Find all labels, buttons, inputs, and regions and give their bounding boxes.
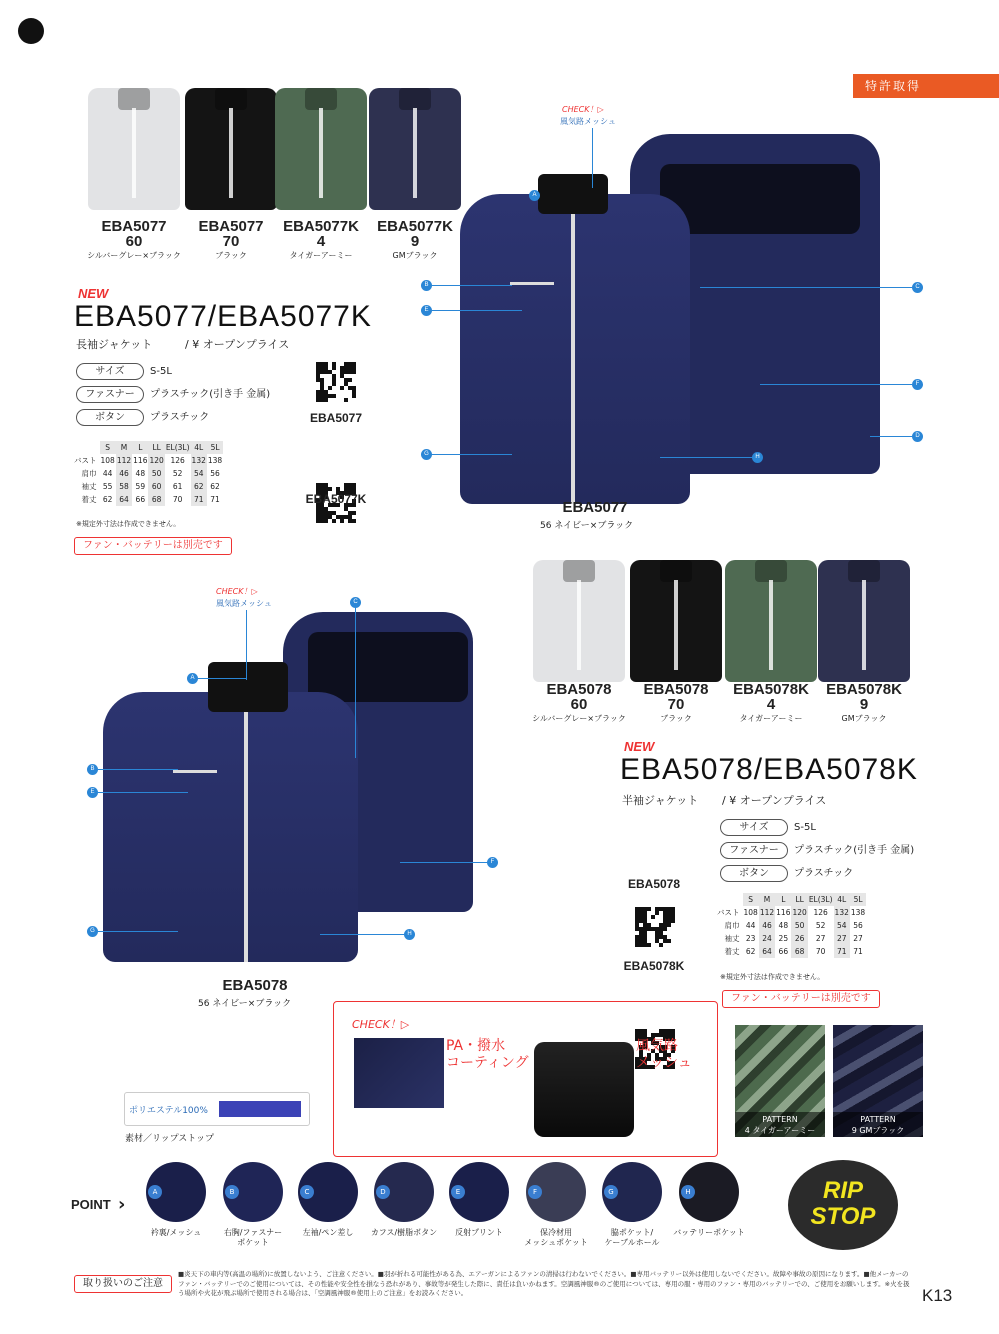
qr-code-eba5078[interactable] [635,907,675,947]
size-header-cell: L [132,441,148,454]
size-header-cell: LL [791,893,807,906]
variant-code: EBA5078 [546,681,612,698]
product1-title: EBA5077/EBA5077K [74,300,372,333]
size-cell: 116 [133,456,148,465]
spec-value: プラスチック [794,868,854,879]
size-row [73,493,223,506]
size-cell: 66 [135,495,146,504]
size-cell: 44 [102,469,113,478]
size-cell: 48 [135,469,146,478]
size-cell: 26 [791,932,807,945]
size-header-cell: S [743,893,759,906]
collar-shape [118,88,150,110]
size-header-cell: M [116,441,132,454]
size-header-cell: LL [148,441,164,454]
size-cell: 23 [745,934,756,943]
product2-subtitle: 半袖ジャケット [622,794,699,807]
variant-image[interactable] [533,560,625,682]
patent-badge: 特許取得 [853,74,999,98]
main-color-1: 56 ネイビー×ブラック [540,521,634,531]
size-cell: 64 [116,493,132,506]
marker-f-2: F [487,857,498,868]
pattern-caption-2 [833,1112,923,1137]
product2-price: / ¥ オープンプライス [722,794,827,807]
point-caption: バッテリーポケット [673,1228,745,1237]
new-label-2: NEW [624,739,655,754]
variant-image[interactable] [185,88,277,210]
variant-image[interactable] [818,560,910,682]
qr-module [328,487,332,491]
point-badge: A [148,1185,162,1199]
point-caption: 脇ポケット/ ケーブルホール [604,1228,660,1247]
zipper-line [674,580,678,670]
size-row-name: 着丈 [724,947,740,956]
spec-label: ファスナー [76,386,144,403]
header-spacer [73,441,100,454]
marker-f-1: F [912,379,923,390]
size-cell: 126 [813,908,828,917]
size-cell: 27 [853,934,863,943]
size-header-cell: 5L [850,893,866,906]
size-cell: 116 [776,908,791,917]
zipper-line [319,108,323,198]
size-header-row [716,893,866,906]
fabric-bar [219,1101,301,1117]
qr-module [344,398,348,402]
size-row-name: 肩巾 [81,469,97,478]
point-badge: D [376,1185,390,1199]
marker-a-1: A [529,190,540,201]
variant-color-no: 9 [410,233,420,250]
size-cell: 138 [850,908,866,917]
size-cell: 58 [116,480,132,493]
variant-color-no: 4 [766,696,776,713]
variant-image[interactable] [630,560,722,682]
spec-label: サイズ [76,363,144,380]
point-caption: 反射プリント [455,1228,503,1237]
size-cell: 66 [778,947,789,956]
marker-b-1: B [421,280,432,291]
size-cell: 48 [778,921,789,930]
fabric-closeup-image [354,1038,444,1108]
point-badge: B [225,1185,239,1199]
care-label: 取り扱いのご注意 [74,1275,172,1293]
point-badge: G [604,1185,618,1199]
size-cell: 68 [148,493,164,506]
qr-label-2: EBA5077K [305,492,367,506]
variant-color-no: 4 [316,233,326,250]
size-cell: 64 [759,945,775,958]
spec-label: サイズ [720,819,788,836]
point-badge: F [528,1185,542,1199]
qr-module [340,386,344,390]
variant-color-name: タイガーアーミー [289,251,353,260]
spec-label: ボタン [720,865,788,882]
qr-module [667,923,671,927]
marker-e-2: E [87,787,98,798]
collar-shape [755,560,787,582]
variant-color-no: 70 [667,696,685,713]
variant-color-name: ブラック [660,714,692,723]
qr-module [328,386,332,390]
qr-module [332,382,336,386]
size-cell: 71 [210,495,220,504]
size-cell: 112 [759,908,775,917]
size-cell: 108 [100,456,115,465]
variant-color-name: GMブラック [392,251,438,260]
check-text-1: 風気路メッシュ [560,117,616,126]
new-label-1: NEW [78,286,109,301]
point-caption: カフス/樹脂ボタン [370,1228,438,1237]
size-cell: 62 [102,495,113,504]
size-row-name: 肩巾 [724,921,740,930]
check-box [333,1001,718,1157]
variant-color-no: 60 [125,233,143,250]
variant-color-no: 9 [859,696,869,713]
size-table-1 [73,441,223,506]
feature-mesh: 風気路 メッシュ [636,1038,692,1071]
qr-label-1: EBA5077 [309,411,363,425]
variant-color-name: シルバーグレー×ブラック [532,714,626,723]
qr-module [340,519,344,523]
size-cell: 61 [172,482,183,491]
size-header-cell: 5L [207,441,223,454]
page-number: K13 [922,1286,953,1305]
point-label: POINT [71,1197,111,1212]
spec-value: プラスチック(引き手 金属) [794,845,915,856]
variant-code: EBA5078K [733,681,809,698]
variant-code: EBA5078K [826,681,902,698]
size-row-name: 袖丈 [81,482,97,491]
variant-code: EBA5078 [643,681,709,698]
variant-color-no: 60 [570,696,588,713]
size-header-cell: S [100,441,116,454]
collar-shape [660,560,692,582]
size-cell: 27 [834,932,850,945]
fabric-composition: ポリエステル100% [129,1106,208,1116]
variant-color-name: シルバーグレー×ブラック [87,251,181,260]
fan-note-2: ファン・バッテリーは別売です [722,990,880,1008]
size-cell: 132 [191,456,206,465]
jacket-image-long-sleeve [450,134,880,506]
marker-g-2: G [87,926,98,937]
collar-shape [563,560,595,582]
variant-color-name: タイガーアーミー [739,714,803,723]
size-cell: 27 [815,934,826,943]
zipper-line [862,580,866,670]
product1-subtitle: 長袖ジャケット [76,338,153,351]
collar-shape [215,88,247,110]
point-badge: E [451,1185,465,1199]
size-cell: 56 [210,469,220,478]
qr-module [647,943,651,947]
size-cell: 54 [191,467,207,480]
header-spacer [716,893,743,906]
size-cell: 62 [191,480,207,493]
qr-module [352,511,356,515]
variant-image[interactable] [88,88,180,210]
qr-module [651,915,655,919]
size-cell: 56 [853,921,863,930]
spec-value: プラスチック [150,412,210,423]
size-note-2: ※規定外寸法は作成できません。 [720,973,825,981]
marker-h-2: H [404,929,415,940]
size-row [73,454,223,467]
marker-h-1: H [752,452,763,463]
size-cell: 71 [834,945,850,958]
zipper-line [413,108,417,198]
point-caption: 右胸/ファスナー ポケット [223,1228,283,1247]
size-cell: 25 [778,934,789,943]
qr-code-eba5077[interactable] [316,362,356,402]
marker-d-1: D [912,431,923,442]
size-cell: 50 [791,919,807,932]
qr-module [352,519,356,523]
size-row [73,467,223,480]
point-badge: C [300,1185,314,1199]
collar-shape [305,88,337,110]
size-cell: 112 [116,456,132,465]
qr-module [647,907,651,911]
spec-value: S-5L [150,366,172,377]
collar-shape [848,560,880,582]
material-box [124,1092,310,1126]
qr-module [352,394,356,398]
qr-label-4: EBA5078K [623,959,685,973]
zipper-line [229,108,233,198]
variant-color-name: GMブラック [841,714,887,723]
size-cell: 126 [170,456,185,465]
size-row [716,945,866,958]
main-code-2: EBA5078 [222,977,288,994]
size-cell: 55 [102,482,113,491]
main-color-2: 56 ネイビー×ブラック [198,999,292,1009]
marker-c-1: C [912,282,923,293]
qr-module [655,911,659,915]
size-note-1: ※規定外寸法は作成できません。 [76,520,181,528]
pattern-title-1: PATTERN [762,1115,798,1124]
feature-coating: PA・撥水 コーティング [446,1038,529,1071]
size-header-cell: L [775,893,791,906]
qr-module [663,927,667,931]
size-header-cell: 4L [191,441,207,454]
collar-shape [399,88,431,110]
size-cell: 46 [116,467,132,480]
ripstop-text: RIP STOP [810,1177,876,1230]
size-cell: 50 [148,467,164,480]
zipper-line [769,580,773,670]
size-row-name: バスト [74,456,97,465]
size-cell: 24 [759,932,775,945]
size-row [73,480,223,493]
size-cell: 59 [135,482,146,491]
point-caption: 衿裏/メッシュ [150,1228,202,1237]
size-cell: 54 [834,919,850,932]
corner-dot [18,18,44,44]
size-row-name: 着丈 [81,495,97,504]
size-cell: 46 [759,919,775,932]
pattern-caption-1 [735,1112,825,1137]
size-header-row [73,441,223,454]
size-cell: 120 [792,908,807,917]
chevron-right-icon: › [118,1194,126,1215]
fan-note-1: ファン・バッテリーは別売です [74,537,232,555]
size-cell: 120 [149,456,164,465]
size-row [716,919,866,932]
qr-module [667,939,671,943]
size-cell: 71 [853,947,863,956]
size-cell: 52 [815,921,826,930]
spec-value: プラスチック(引き手 金属) [150,389,271,400]
variant-code: EBA5077 [198,218,264,235]
point-badge: H [681,1185,695,1199]
pattern-name-1: 4 タイガーアーミー [744,1126,816,1135]
main-code-1: EBA5077 [562,499,628,516]
variant-color-no: 70 [222,233,240,250]
size-header-cell: M [759,893,775,906]
size-header-cell: EL(3L) [808,895,833,904]
qr-module [332,519,336,523]
qr-module [332,394,336,398]
spec-value: S-5L [794,822,816,833]
product2-title: EBA5078/EBA5078K [620,753,918,786]
size-cell: 62 [210,482,220,491]
size-row [716,906,866,919]
size-cell: 70 [172,495,183,504]
variant-color-name: ブラック [215,251,247,260]
qr-label-3: EBA5078 [627,877,681,891]
spec-label: ファスナー [720,842,788,859]
size-row-name: バスト [717,908,740,917]
size-cell: 132 [834,908,849,917]
ripstop-logo [788,1160,898,1250]
variant-code: EBA5077K [377,218,453,235]
qr-module [348,378,352,382]
pattern-title-2: PATTERN [860,1115,896,1124]
check-box-label: CHECK！▷ [352,1018,410,1031]
size-row-name: 袖丈 [724,934,740,943]
pattern-name-2: 9 GMブラック [851,1126,905,1135]
marker-c-2: C [350,597,361,608]
size-header-cell: EL(3L) [165,443,190,452]
size-cell: 60 [148,480,164,493]
qr-module [659,943,663,947]
check-text-2: 風気路メッシュ [216,599,272,608]
variant-image[interactable] [275,88,367,210]
size-cell: 44 [745,921,756,930]
qr-module [352,370,356,374]
zipper-line [577,580,581,670]
qr-module [332,366,336,370]
size-cell: 108 [743,908,758,917]
size-table-2 [716,893,866,958]
size-header-cell: 4L [834,893,850,906]
spec-label: ボタン [76,409,144,426]
variant-image[interactable] [725,560,817,682]
product1-price: / ¥ オープンプライス [185,338,290,351]
marker-g-1: G [421,449,432,460]
zipper-line [132,108,136,198]
size-cell: 138 [207,456,223,465]
qr-module [671,919,675,923]
size-cell: 52 [172,469,183,478]
qr-module [324,519,328,523]
size-row [716,932,866,945]
material-label: 素材／リップストップ [125,1134,215,1144]
variant-code: EBA5077K [283,218,359,235]
variant-image[interactable] [369,88,461,210]
size-cell: 68 [791,945,807,958]
point-caption: 左袖/ペン差し [302,1228,354,1237]
check-label-2: CHECK！▷ [216,587,258,596]
size-cell: 70 [815,947,826,956]
size-cell: 62 [745,947,756,956]
qr-module [324,398,328,402]
point-caption: 保冷材用 メッシュポケット [524,1228,588,1247]
size-cell: 71 [191,493,207,506]
marker-e-1: E [421,305,432,316]
care-text: ■炎天下の車内等(高温の場所)に放置しないよう、ご注意ください。■羽が折れる可能性がある為、エアーガンによるファンの清掃は行わないでください。■専用バッテリー以外は使用しないでください。故障や事故の原因になります。■他メーカーのファン・バッテリーでのご使用については、その性能や安全性を損なう恐れがあり、事故等が発生した際に、責任は負いかねます。空調風神服®のご使用については、専用の服・専用のファン・専用のバッテリーでの、ご使用をお願いします。※火を扱う場所や火花が飛ぶ場所で使用される場合は、「空調風神服®使用上のご注意」をお読みください。 [178,1270,910,1297]
mesh-collar-image [534,1042,634,1137]
marker-a-2: A [187,673,198,684]
variant-code: EBA5077 [101,218,167,235]
marker-b-2: B [87,764,98,775]
check-label-1: CHECK！▷ [562,105,604,114]
